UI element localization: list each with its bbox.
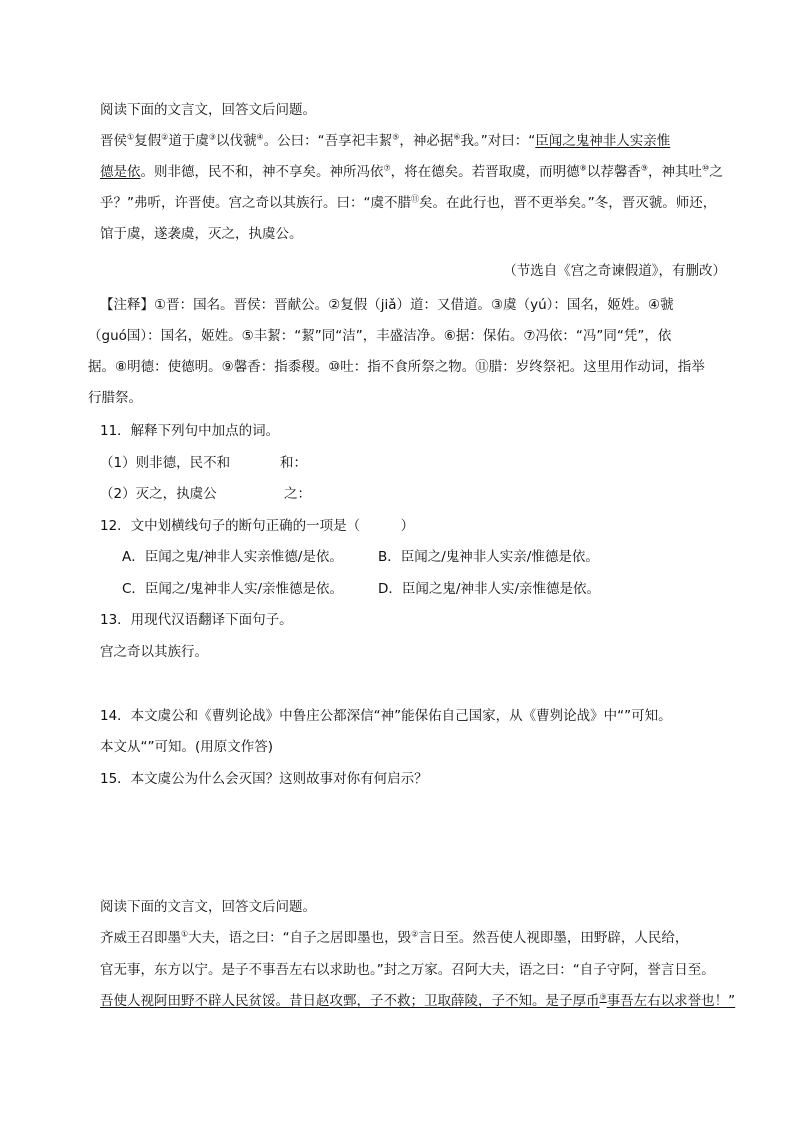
passage1-line-4 — [100, 224, 740, 244]
passage2-line-2 — [100, 960, 740, 980]
note-marker: ⑦ — [383, 163, 391, 173]
text-run: 乎？”弗听，许晋使。宫之奇以其族行。曰：“虞不腊 — [100, 195, 411, 211]
text-run: ，将在德矣。若晋取虞，而明德 — [390, 164, 580, 180]
underlined-sentence: 事吾左右以求誉也！” — [606, 993, 736, 1009]
text-run: 。公曰：“吾享祀丰絜 — [263, 133, 393, 149]
note-marker: ② — [161, 132, 169, 142]
option-text: A．臣闻之鬼/神非人实亲惟德/是依。 — [122, 549, 343, 565]
text-run: 晋侯 — [100, 133, 127, 149]
passage2-line-3 — [100, 991, 740, 1011]
notes-text: 【注释】①晋：国名。晋侯：晋献公。②复假（jiǎ）道：又借道。③虞（yú）：国名，姬姓。④虢 — [100, 297, 674, 313]
note-marker: ③ — [599, 992, 607, 1002]
text-run: 之 — [709, 164, 723, 180]
text-run: 馆于虞，遂袭虞，灭之，执虞公。 — [100, 226, 303, 242]
notes-text: 行腊祭。 — [88, 390, 142, 406]
text-run: 以荐馨香 — [586, 164, 641, 180]
question-11 — [100, 421, 740, 441]
underlined-sentence: 吾使人视阿田野不辟人民贫馁。昔日赵攻鄄，子不救；卫取薛陵，子不知。是子厚币 — [100, 993, 600, 1009]
note-marker: ⑪ — [411, 194, 419, 204]
passage1-line-1 — [100, 131, 740, 151]
text-run: ，神其吐 — [648, 164, 703, 180]
note-marker: ⑨ — [640, 163, 649, 173]
text-run: 我。”对曰：“ — [460, 133, 536, 149]
option-a — [122, 547, 343, 567]
text-run: 复假 — [134, 133, 162, 149]
notes-line-1 — [100, 295, 740, 315]
option-b — [378, 547, 599, 567]
answer-label: 和： — [280, 455, 307, 471]
notes-text: （guó国）：国名，姬姓。⑤丰絜：“絜”同“洁”，丰盛洁净。⑥据：保佑。⑦冯依：“冯”同“凭”，依 — [88, 328, 672, 344]
question-text: 本文从“”可知。(用原文作答) — [100, 739, 274, 755]
underlined-sentence: 德是依 — [100, 164, 141, 180]
question-text: 15．本文虞公为什么会灭国？这则故事对你有何启示？ — [100, 771, 428, 787]
note-marker: ⑥ — [453, 132, 461, 142]
notes-line-3 — [88, 357, 728, 377]
option-text: B．臣闻之/鬼神非人实亲/惟德是依。 — [378, 549, 599, 565]
question-11-2 — [100, 484, 740, 504]
text-run: 。则非德，民不和，神不享矣。神所冯依 — [140, 164, 384, 180]
text-run: 齐威王召即墨 — [100, 930, 181, 946]
passage2-intro-text: 阅读下面的文言文，回答文后问题。 — [100, 899, 316, 915]
question-15 — [100, 769, 740, 789]
question-item: 宫之奇以其族行。 — [100, 644, 208, 660]
option-d — [378, 579, 600, 599]
question-item: （1）则非德，民不和 — [100, 455, 231, 471]
note-marker: ② — [411, 929, 419, 939]
passage2-intro — [100, 897, 740, 917]
text-run: 大夫，语之曰：“自子之居即墨也，毁 — [188, 930, 412, 946]
question-item: （2）灭之，执虞公 — [100, 486, 217, 502]
text-run: 矣。在此行也，晋不更举矣。”冬，晋灭虢。师还， — [419, 195, 717, 211]
text-run: 以伐虢 — [216, 133, 257, 149]
passage1-line-3 — [100, 193, 740, 213]
passage1-source — [503, 261, 726, 281]
question-text: 14．本文虞公和《曹刿论战》中鲁庄公都深信“神”能保佑自己国家，从《曹刿论战》中“”可知。 — [100, 708, 672, 724]
passage2-line-1 — [100, 928, 740, 948]
option-text: D．臣闻之鬼/神非人实/亲惟德是依。 — [378, 581, 600, 597]
note-marker: ⑩ — [702, 163, 710, 173]
question-12 — [100, 516, 740, 536]
question-14-line-2 — [100, 737, 740, 757]
option-c — [122, 579, 343, 599]
question-14-line-1 — [100, 706, 740, 726]
passage1-intro — [100, 100, 740, 120]
text-run: 道于虞 — [168, 133, 209, 149]
question-text: 12．文中划横线句子的断句正确的一项是（ ） — [100, 518, 415, 534]
question-13 — [100, 610, 740, 630]
question-13-sentence — [100, 642, 740, 662]
passage1-intro-text: 阅读下面的文言文，回答文后问题。 — [100, 102, 316, 118]
source-citation: （节选自《宫之奇谏假道》，有删改） — [503, 263, 726, 279]
notes-line-4 — [88, 388, 728, 408]
notes-line-2 — [88, 326, 728, 346]
notes-text: 据。⑧明德：使德明。⑨馨香：指黍稷。⑩吐：指不食所祭之物。⑪腊：岁终祭祀。这里用作动词，指举 — [88, 359, 705, 375]
question-11-1 — [100, 453, 740, 473]
note-marker: ④ — [256, 132, 264, 142]
text-run: ，神必据 — [399, 133, 454, 149]
note-marker: ① — [181, 929, 189, 939]
text-run: 官无事，东方以宁。是子不事吾左右以求助也。”封之万家。召阿大夫，语之曰：“自子守阿，誉言日至。 — [100, 962, 715, 978]
note-marker: ① — [127, 132, 135, 142]
text-run: 言日至。然吾使人视即墨，田野辟，人民给， — [418, 930, 689, 946]
question-text: 11．解释下列句中加点的词。 — [100, 423, 280, 439]
note-marker: ③ — [208, 132, 217, 142]
passage1-line-2 — [100, 162, 740, 182]
underlined-sentence: 臣闻之鬼神非人实亲惟 — [535, 133, 671, 149]
note-marker: ⑤ — [392, 132, 400, 142]
note-marker: ⑧ — [579, 163, 587, 173]
question-text: 13．用现代汉语翻译下面句子。 — [100, 612, 293, 628]
option-text: C．臣闻之/鬼神非人实/亲惟德是依。 — [122, 581, 344, 597]
answer-label: 之： — [284, 486, 311, 502]
